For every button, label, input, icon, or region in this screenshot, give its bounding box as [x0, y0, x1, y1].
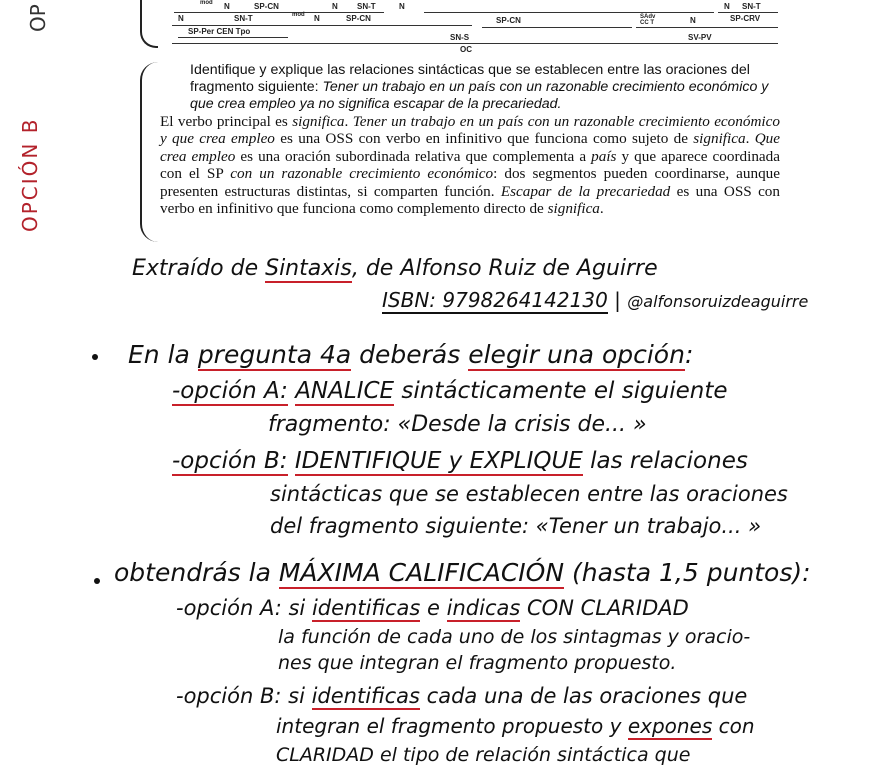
answer-part: Que crea empleo [160, 130, 781, 165]
tree-label: SN-T [742, 2, 761, 11]
question-intro: Identifique y explique las relaciones sintácticas que se establecen entre las oraciones del fragmento siguiente: [190, 62, 750, 95]
tree-label: SV-PV [688, 33, 712, 42]
note-text: las relaciones [590, 448, 748, 474]
answer-part: El verbo principal es [160, 113, 293, 130]
tree-label: SP-CN [496, 16, 521, 25]
tree-line [300, 25, 420, 26]
option-a-verb: ANALICE [295, 378, 395, 404]
bullet [94, 578, 100, 584]
answer-part: y que aparece coordinada con el SP [160, 147, 780, 183]
separator: | [614, 288, 621, 312]
tree-label: SN-T [357, 2, 376, 11]
source-prefix: Extraído de [132, 256, 259, 281]
note-text: sintácticamente el siguiente [401, 378, 728, 404]
tree-label: OC [460, 45, 472, 54]
note-text: cada una de las oraciones que [426, 684, 748, 708]
question-quote: Tener un trabajo en un país con un razonable crecimiento económico y que crea empleo ya no significa escapar de la precariedad. [190, 79, 769, 112]
answer-part: Tener un trabajo en un país con un razonable crecimiento económico y que crea empleo [160, 113, 780, 148]
note-text: : [684, 340, 694, 369]
note-text: En la [128, 340, 190, 369]
option-b-side-label: OPCIÓN B [18, 117, 42, 232]
note-text: deberás [359, 340, 461, 369]
tree-label: SAdv CC T [640, 14, 656, 26]
tree-label: N [314, 14, 320, 23]
note-text: e [427, 596, 440, 620]
answer-part: Escapar de la precariedad [500, 182, 671, 200]
answer-part: . [344, 113, 353, 130]
option-a-label: -opción A: [172, 378, 288, 404]
source-isbn: ISBN: 9798264142130 [382, 288, 608, 312]
side-label-top: OP [26, 4, 50, 32]
tree-label: mod [200, 0, 213, 6]
note-choose-option [128, 340, 693, 369]
criteria-a-line3: nes que integran el fragmento propuesto. [278, 652, 677, 674]
tree-label: N [332, 2, 338, 11]
tree-line [178, 37, 288, 38]
criteria-underline: identificas [311, 596, 421, 620]
option-a-fragment: fragmento: «Desde la crisis de... » [268, 412, 647, 437]
option-b-label: -opción B: [172, 448, 288, 474]
tree-line [424, 12, 714, 13]
tree-label: SP-CN [254, 2, 279, 11]
tree-line [636, 27, 778, 28]
answer-part: es una OSS con verbo en infinitivo que funciona como complemento directo de [160, 182, 780, 218]
syntax-tree [170, 0, 780, 58]
tree-label: N [224, 2, 230, 11]
tree-line [482, 27, 632, 28]
option-b-instruction [172, 448, 748, 474]
tree-label: mod [292, 12, 305, 18]
answer-part: con un razonable crecimiento económico [230, 165, 494, 183]
tree-line [174, 12, 384, 13]
note-max-score [114, 558, 811, 587]
answer-part: . [745, 130, 755, 148]
criteria-b [176, 684, 747, 708]
criteria-b-line3: CLARIDAD el tipo de relación sintáctica que [276, 744, 691, 766]
source-handle: @alfonsoruizdeaguirre [627, 292, 809, 311]
bracket-top [140, 0, 158, 48]
answer-part: es una oración subordinada relativa que complementa a [235, 147, 592, 165]
note-underline: MÁXIMA CALIFICACIÓN [278, 558, 565, 587]
option-b-verb: IDENTIFIQUE y EXPLIQUE [294, 448, 583, 474]
tree-label: SP-CRV [730, 14, 761, 23]
note-underline: elegir una opción [468, 340, 685, 369]
answer-part: es una OSS con verbo en infinitivo que funciona como sujeto de [274, 130, 694, 148]
answer-part: país [591, 147, 617, 165]
answer-text [160, 113, 780, 217]
criteria-underline: identificas [311, 684, 420, 708]
tree-label: SN-S [450, 33, 470, 42]
tree-label: SN-T [234, 14, 253, 23]
note-text: (hasta 1,5 puntos): [571, 558, 811, 587]
option-a-instruction [172, 378, 728, 404]
criteria-a-line2: la función de cada uno de los sintagmas y oracio- [278, 626, 751, 648]
option-b-line2: sintácticas que se establecen entre las oraciones [270, 482, 788, 506]
criteria-underline: indicas [446, 596, 521, 620]
tree-label: N [399, 2, 405, 11]
tree-label: SP-Per CEN Tpo [188, 27, 251, 36]
criteria-underline: expones [627, 714, 713, 738]
note-underline: pregunta 4a [197, 340, 352, 369]
tree-label: N [724, 2, 730, 11]
criteria-a [176, 596, 689, 620]
criteria-label: -opción B: si [176, 684, 305, 708]
option-b-line3: del fragmento siguiente: «Tener un trabajo... » [270, 514, 762, 538]
tree-label: N [690, 16, 696, 25]
source-book: Sintaxis [265, 256, 352, 281]
tree-line [718, 12, 778, 13]
note-text: integran el fragmento propuesto y [276, 714, 622, 738]
question-text [190, 62, 790, 113]
source-author: , de Alfonso Ruiz de Aguirre [351, 256, 658, 281]
criteria-label: -opción A: si [176, 596, 306, 620]
note-text: con [718, 714, 755, 738]
note-text: obtendrás la [114, 558, 271, 587]
answer-part: : dos segmentos pueden coordinarse, aunque presenten estructuras distintas, si comparten función. [160, 165, 780, 200]
tree-label: N [178, 14, 184, 23]
bullet [92, 354, 98, 360]
answer-part: significa [547, 200, 600, 218]
criteria-b-line2 [276, 714, 755, 738]
tree-label: SP-CN [346, 14, 371, 23]
answer-part: . [599, 200, 604, 218]
source-line [132, 256, 658, 281]
tree-line [172, 43, 778, 44]
isbn-line [382, 288, 808, 312]
answer-part: significa [693, 130, 746, 148]
answer-part: significa [292, 113, 345, 130]
bracket-option-b [140, 62, 160, 242]
note-text: CON CLARIDAD [527, 596, 689, 620]
